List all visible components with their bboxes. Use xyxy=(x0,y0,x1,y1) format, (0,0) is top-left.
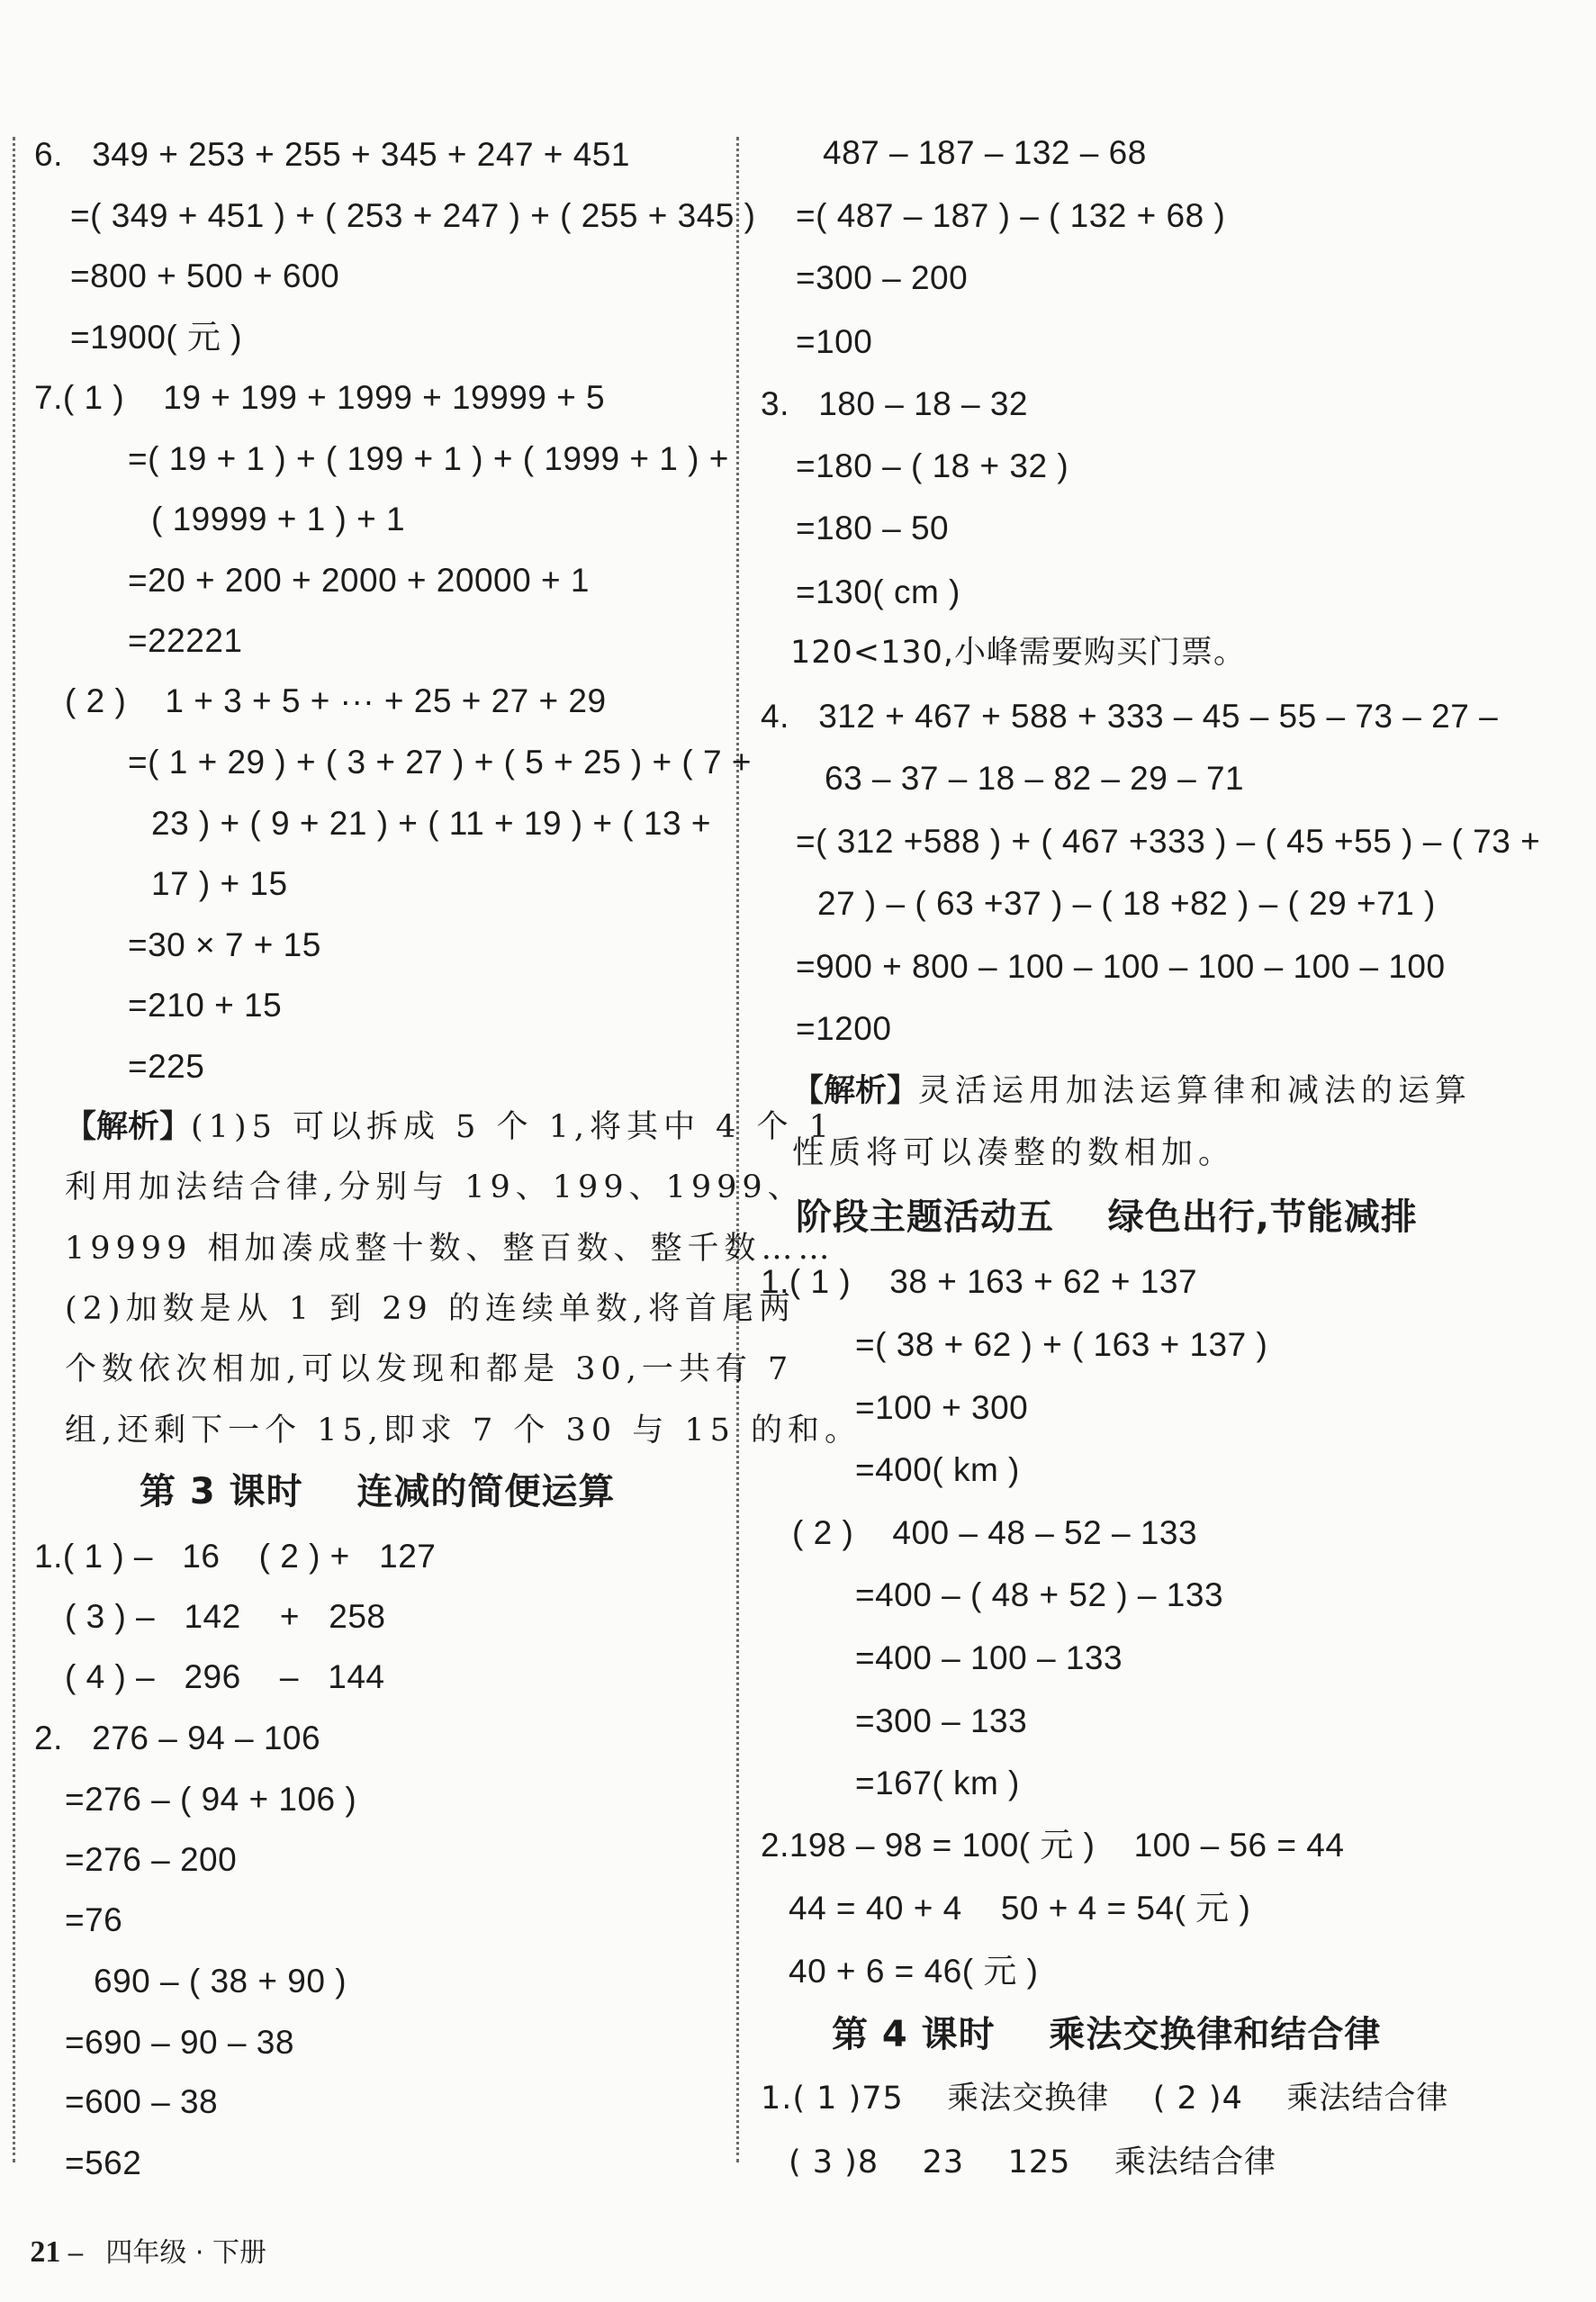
math-line: =100 + 300 xyxy=(855,1389,1029,1426)
math-line: =900 + 800 – 100 – 100 – 100 – 100 – 100 xyxy=(796,948,1446,985)
math-line: ( 2 ) 400 – 48 – 52 – 133 xyxy=(792,1514,1198,1551)
math-line: =( 38 + 62 ) + ( 163 + 137 ) xyxy=(855,1326,1268,1363)
math-line: 3. 180 – 18 – 32 xyxy=(761,385,1029,422)
math-line: 690 – ( 38 + 90 ) xyxy=(94,1963,347,2000)
analysis-line xyxy=(792,1133,1235,1173)
analysis-text: 19999 相加凑成整十数、整百数、整千数…… xyxy=(65,1231,835,1267)
math-line: =1900( 元 ) xyxy=(70,319,243,356)
math-line: =130( cm ) xyxy=(796,573,960,610)
section-heading: 第 4 课时 乘法交换律和结合律 xyxy=(832,2014,1382,2055)
math-line: =400 – 100 – 133 xyxy=(855,1639,1123,1676)
math-line: =690 – 90 – 38 xyxy=(65,2024,294,2061)
math-line: =300 – 133 xyxy=(855,1702,1028,1739)
analysis-line xyxy=(65,1229,834,1268)
math-line: 2.198 – 98 = 100( 元 ) 100 – 56 = 44 xyxy=(761,1827,1345,1864)
math-line: =400( km ) xyxy=(855,1451,1020,1488)
math-line: =400 – ( 48 + 52 ) – 133 xyxy=(855,1576,1224,1613)
math-line: 4. 312 + 467 + 588 + 333 – 45 – 55 – 73 – 27 – xyxy=(761,698,1499,735)
analysis-line xyxy=(65,1168,805,1207)
math-line: =300 – 200 xyxy=(796,259,969,296)
analysis-tag: 【解析】 xyxy=(792,1073,919,1109)
section-heading: 第 3 课时 连减的简便运算 xyxy=(140,1471,616,1512)
math-line: =76 xyxy=(65,1901,123,1938)
math-line: =180 – 50 xyxy=(796,510,950,546)
analysis-text: 个数依次相加,可以发现和都是 30,一共有 7 xyxy=(65,1351,794,1387)
math-line: 1.( 1 )75 乘法交换律 ( 2 )4 乘法结合律 xyxy=(761,2081,1449,2117)
math-line: 1.( 1 ) 38 + 163 + 62 + 137 xyxy=(761,1263,1198,1300)
analysis-line xyxy=(65,1107,834,1147)
footer-dash: – xyxy=(60,2238,106,2268)
analysis-line xyxy=(792,1071,1472,1111)
math-line: =100 xyxy=(796,323,873,360)
analysis-text: 性质将可以凑整的数相加。 xyxy=(792,1135,1236,1171)
book-title: 四年级 · 下册 xyxy=(105,2237,266,2269)
analysis-text: 组,还剩下一个 15,即求 7 个 30 与 15 的和。 xyxy=(65,1413,862,1449)
math-line: ( 2 ) 1 + 3 + 5 + ··· + 25 + 27 + 29 xyxy=(65,682,607,719)
analysis-tag: 【解析】 xyxy=(65,1109,192,1145)
page-footer xyxy=(0,2204,266,2302)
math-line: =276 – 200 xyxy=(65,1841,238,1878)
math-line: 44 = 40 + 4 50 + 4 = 54( 元 ) xyxy=(789,1890,1251,1927)
math-line: =( 312 +588 ) + ( 467 +333 ) – ( 45 +55 ) – ( 73 + xyxy=(796,823,1541,860)
column-divider-dotted xyxy=(736,137,739,2162)
math-line: 2. 276 – 94 – 106 xyxy=(34,1720,321,1756)
math-line: 6. 349 + 253 + 255 + 345 + 247 + 451 xyxy=(34,136,630,173)
math-line: =276 – ( 94 + 106 ) xyxy=(65,1781,357,1818)
math-line: =( 349 + 451 ) + ( 253 + 247 ) + ( 255 + 345 ) xyxy=(70,197,756,234)
math-line: =1200 xyxy=(796,1010,892,1047)
analysis-text: 灵活运用加法运算律和减法的运算 xyxy=(918,1073,1473,1109)
math-line: =167( km ) xyxy=(855,1765,1020,1801)
math-line: =225 xyxy=(128,1048,205,1085)
analysis-line xyxy=(65,1350,793,1389)
math-line: ( 3 ) – 142 + 258 xyxy=(65,1598,386,1635)
math-line: ( 4 ) – 296 – 144 xyxy=(65,1658,385,1695)
math-line: 63 – 37 – 18 – 82 – 29 – 71 xyxy=(825,760,1245,797)
math-line: =210 + 15 xyxy=(128,987,283,1024)
math-line: =( 1 + 29 ) + ( 3 + 27 ) + ( 5 + 25 ) + ( 7 + xyxy=(128,744,752,781)
page-number: 21 xyxy=(30,2235,61,2269)
analysis-text: (1)5 可以拆成 5 个 1,将其中 4 个 1 xyxy=(191,1109,834,1145)
analysis-line xyxy=(65,1411,861,1450)
math-line: =562 xyxy=(65,2144,142,2181)
math-line: =800 + 500 + 600 xyxy=(70,257,340,294)
math-line: 17 ) + 15 xyxy=(151,865,288,902)
math-line: =180 – ( 18 + 32 ) xyxy=(796,447,1069,484)
section-heading: 阶段主题活动五 绿色出行,节能减排 xyxy=(796,1196,1418,1238)
math-line: =20 + 200 + 2000 + 20000 + 1 xyxy=(128,562,590,599)
analysis-line xyxy=(65,1289,796,1329)
left-border-dotted xyxy=(13,137,15,2162)
math-line: 40 + 6 = 46( 元 ) xyxy=(789,1953,1039,1990)
math-line: 7.( 1 ) 19 + 199 + 1999 + 19999 + 5 xyxy=(34,379,606,416)
math-line: ( 3 )8 23 125 乘法结合律 xyxy=(789,2144,1276,2180)
math-line: =600 – 38 xyxy=(65,2083,219,2120)
analysis-text: (2)加数是从 1 到 29 的连续单数,将首尾两 xyxy=(65,1291,797,1327)
math-line: 487 – 187 – 132 – 68 xyxy=(823,134,1147,171)
math-line: =( 19 + 1 ) + ( 199 + 1 ) + ( 1999 + 1 ) + xyxy=(128,440,729,477)
math-line: 27 ) – ( 63 +37 ) – ( 18 +82 ) – ( 29 +71 ) xyxy=(817,885,1436,922)
math-line: =( 487 – 187 ) – ( 132 + 68 ) xyxy=(796,197,1226,234)
math-line: ( 19999 + 1 ) + 1 xyxy=(151,501,406,537)
analysis-text: 利用加法结合律,分别与 19、199、1999、 xyxy=(65,1169,805,1205)
math-line: 120<130,小峰需要购买门票。 xyxy=(790,635,1247,671)
math-line: 23 ) + ( 9 + 21 ) + ( 11 + 19 ) + ( 13 + xyxy=(151,805,711,842)
math-line: 1.( 1 ) – 16 ( 2 ) + 127 xyxy=(34,1538,437,1575)
math-line: =22221 xyxy=(128,622,243,659)
math-line: =30 × 7 + 15 xyxy=(128,926,321,963)
